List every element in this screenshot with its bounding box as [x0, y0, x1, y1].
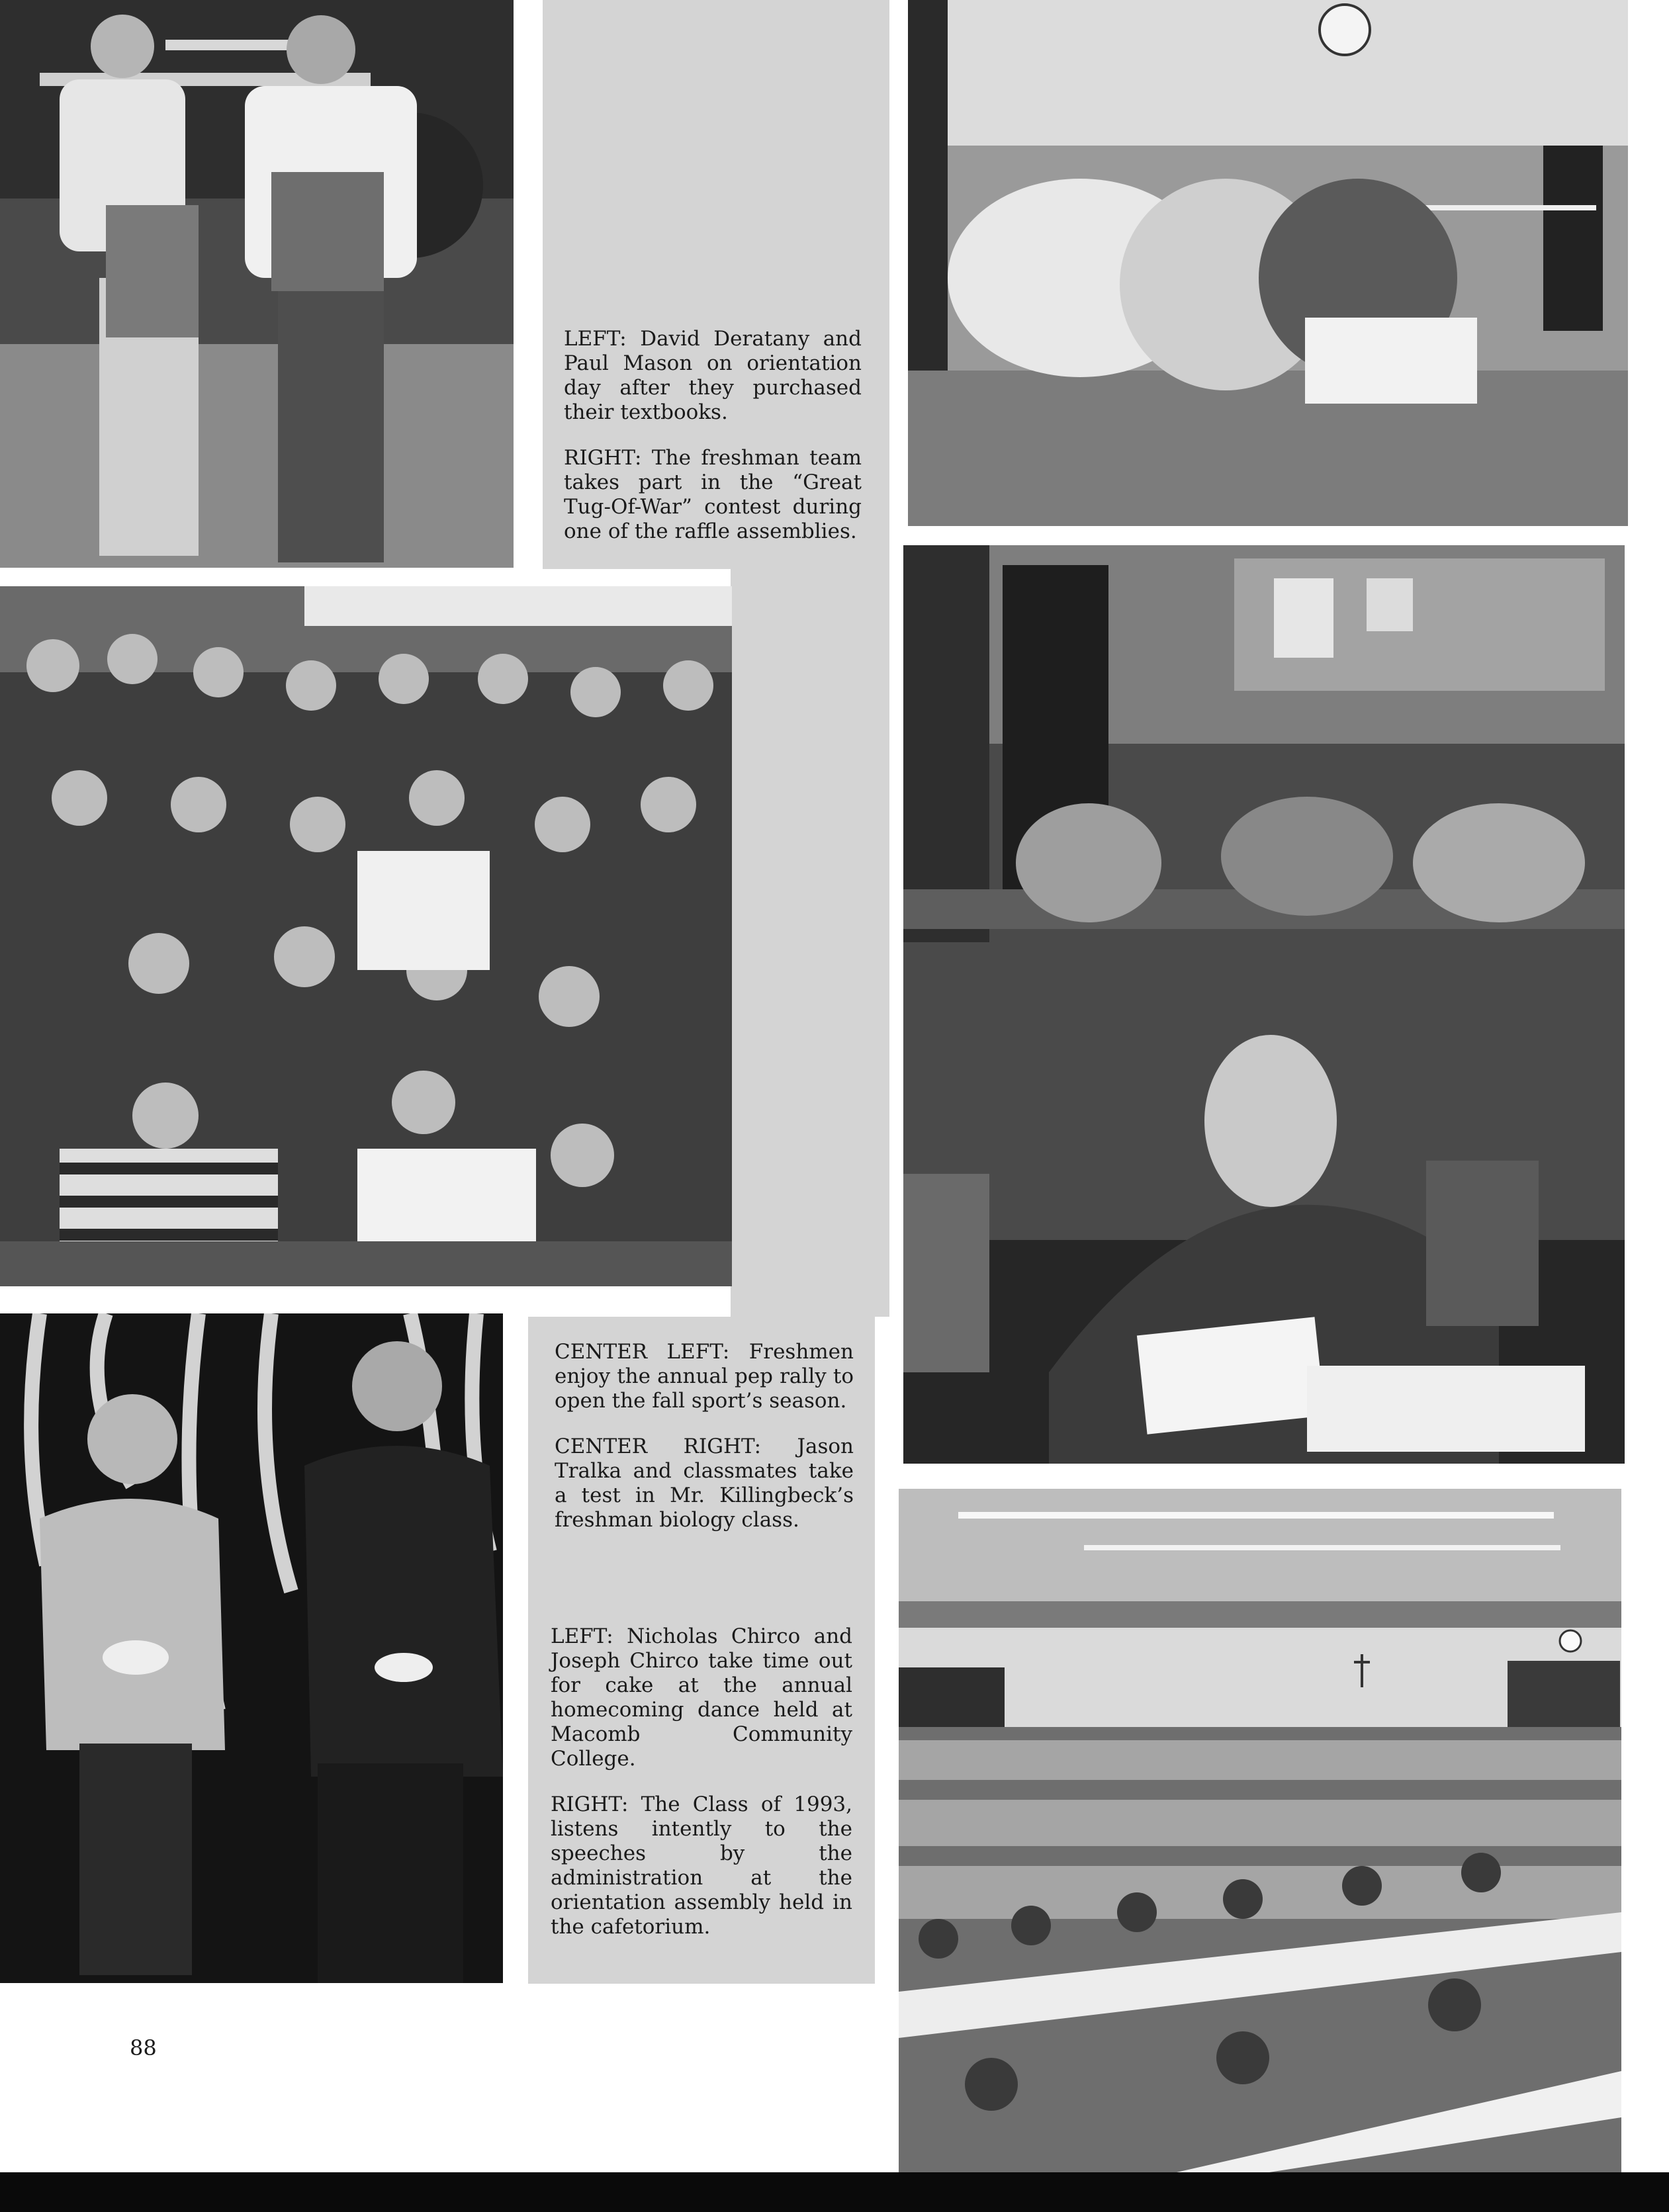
scan-bottom-edge — [0, 2172, 1669, 2212]
photo-biology-class — [903, 545, 1625, 1464]
caption-center-right: CENTER RIGHT: Jason Tralka and classmates take a test in Mr. Killingbeck’s freshman biology class. — [555, 1435, 854, 1532]
caption-top-left: LEFT: David Deratany and Paul Mason on orientation day after they purchased their textbooks. — [564, 327, 862, 424]
caption-top-right: RIGHT: The freshman team takes part in the “Great Tug-Of-War” contest during one of the raffle assemblies. — [564, 446, 862, 543]
caption-block-top — [564, 327, 862, 565]
caption-block-bottom — [551, 1624, 852, 1961]
photo-cafetorium-assembly — [899, 1489, 1621, 2172]
caption-block-center — [555, 1340, 854, 1554]
caption-center-left: CENTER LEFT: Freshmen enjoy the annual pep rally to open the fall sport’s season. — [555, 1340, 854, 1413]
page-number: 88 — [130, 2035, 157, 2060]
photo-pep-rally — [0, 586, 732, 1286]
caption-bottom-left: LEFT: Nicholas Chirco and Joseph Chirco take time out for cake at the annual homecoming dance held at Macomb Community College. — [551, 1624, 852, 1771]
caption-bottom-right: RIGHT: The Class of 1993, listens intently to the speeches by the administration at the orientation assembly held in the cafetorium. — [551, 1792, 852, 1939]
photo-tug-of-war — [908, 0, 1628, 526]
caption-panel-middle — [731, 569, 889, 1317]
photo-orientation-textbooks — [0, 0, 514, 568]
photo-homecoming-dance — [0, 1313, 503, 1983]
